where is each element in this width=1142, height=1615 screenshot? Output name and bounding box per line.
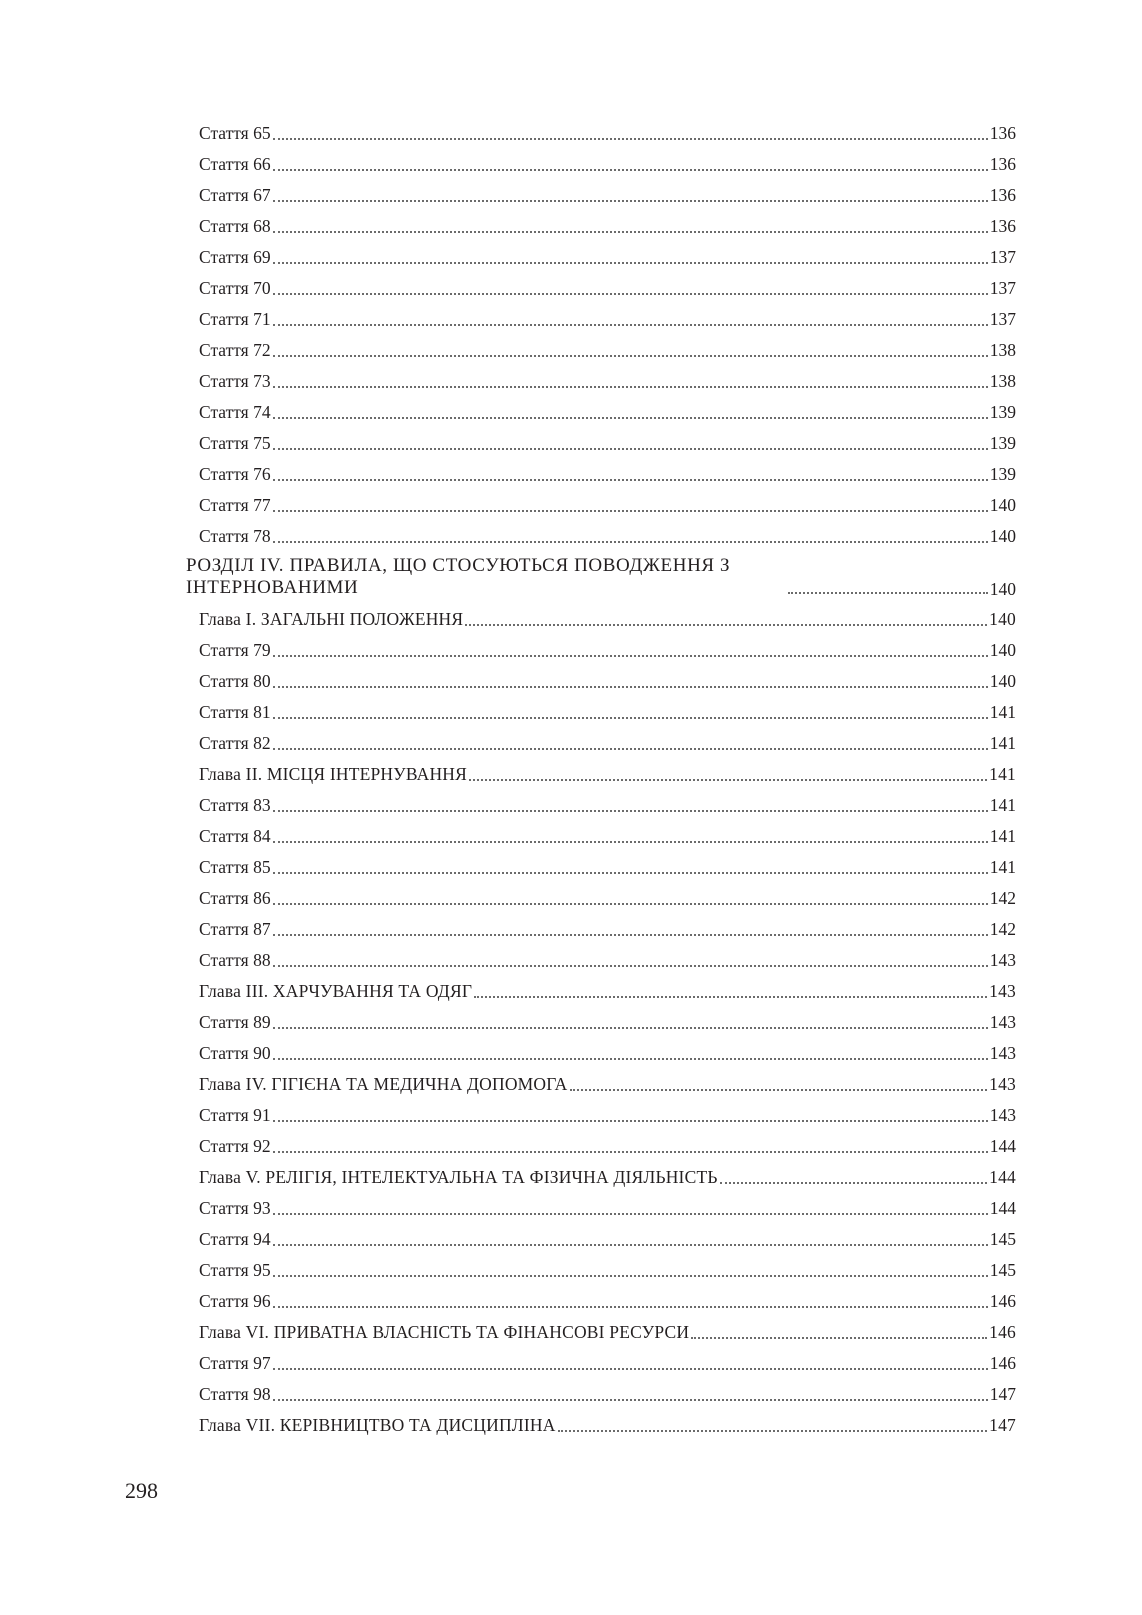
toc-entry-page: 146: [989, 1291, 1016, 1311]
toc-entry-page: 140: [989, 671, 1016, 691]
toc-chapter-entry[interactable]: [186, 1157, 1016, 1188]
dot-leader: [273, 262, 988, 264]
dot-leader: [273, 1151, 988, 1153]
toc-article-entry[interactable]: [186, 1095, 1016, 1126]
toc-entry-label: Стаття 91: [199, 1105, 271, 1125]
toc-section-heading[interactable]: [186, 547, 1016, 599]
toc-entry-page: 137: [989, 247, 1016, 267]
toc-article-entry[interactable]: [186, 485, 1016, 516]
toc-entry-page: 142: [989, 888, 1016, 908]
toc-entry-label: Стаття 94: [199, 1229, 271, 1249]
toc-entry-label: Стаття 93: [199, 1198, 271, 1218]
toc-entry-label: Стаття 67: [199, 185, 271, 205]
dot-leader: [273, 1399, 988, 1401]
toc-entry-page: 139: [989, 433, 1016, 453]
dot-leader: [273, 417, 988, 419]
toc-article-entry[interactable]: [186, 1002, 1016, 1033]
toc-article-entry[interactable]: [186, 1219, 1016, 1250]
toc-entry-label: Глава VII. КЕРІВНИЦТВО ТА ДИСЦИПЛІНА: [199, 1415, 556, 1435]
toc-entry-page: 140: [989, 495, 1016, 515]
toc-entry-page: 146: [989, 1322, 1016, 1342]
toc-entry-label: Стаття 73: [199, 371, 271, 391]
dot-leader: [273, 686, 988, 688]
dot-leader: [273, 355, 988, 357]
toc-entry-label: Стаття 81: [199, 702, 271, 722]
toc-entry-label: Стаття 71: [199, 309, 271, 329]
toc-entry-page: 141: [989, 764, 1016, 784]
dot-leader: [273, 510, 988, 512]
toc-section-label: РОЗДІЛ IV. ПРАВИЛА, ЩО СТОСУЮТЬСЯ ПОВОДЖЕННЯ З ІНТЕРНОВАНИМИ: [186, 555, 731, 599]
toc-article-entry[interactable]: [186, 423, 1016, 454]
toc-article-entry[interactable]: [186, 816, 1016, 847]
toc-entry-label: Стаття 95: [199, 1260, 271, 1280]
toc-entry-page: 139: [989, 402, 1016, 422]
dot-leader: [273, 231, 988, 233]
dot-leader: [788, 592, 988, 594]
toc-chapter-entry[interactable]: [186, 754, 1016, 785]
toc-article-entry[interactable]: [186, 299, 1016, 330]
toc-entry-page: 144: [989, 1136, 1016, 1156]
toc-entry-page: 142: [989, 919, 1016, 939]
toc-entry-page: 143: [989, 981, 1016, 1001]
toc-chapter-entry[interactable]: [186, 599, 1016, 630]
toc-article-entry[interactable]: [186, 1343, 1016, 1374]
toc-group-section-iv: [186, 599, 1016, 1436]
toc-entry-label: Стаття 79: [199, 640, 271, 660]
toc-entry-label: Стаття 69: [199, 247, 271, 267]
toc-entry-page: 143: [989, 1105, 1016, 1125]
toc-entry-label: Стаття 70: [199, 278, 271, 298]
toc-entry-page: 143: [989, 1074, 1016, 1094]
toc-entry-page: 140: [989, 640, 1016, 660]
dot-leader: [273, 448, 988, 450]
toc-article-entry[interactable]: [186, 1126, 1016, 1157]
toc-article-entry[interactable]: [186, 940, 1016, 971]
toc-article-entry[interactable]: [186, 785, 1016, 816]
toc-entry-label: Глава I. ЗАГАЛЬНІ ПОЛОЖЕННЯ: [199, 609, 464, 629]
page-number: 298: [125, 1478, 158, 1503]
toc-article-entry[interactable]: [186, 516, 1016, 547]
dot-leader: [273, 324, 988, 326]
toc-entry-label: Стаття 75: [199, 433, 271, 453]
toc-article-entry[interactable]: [186, 1374, 1016, 1405]
toc-entry-page: 141: [989, 733, 1016, 753]
dot-leader: [691, 1337, 987, 1339]
dot-leader: [273, 138, 988, 140]
toc-article-entry[interactable]: [186, 692, 1016, 723]
toc-entry-page: 143: [989, 950, 1016, 970]
toc-entry-label: Стаття 77: [199, 495, 271, 515]
toc-article-entry[interactable]: [186, 723, 1016, 754]
toc-article-entry[interactable]: [186, 144, 1016, 175]
dot-leader: [273, 1368, 988, 1370]
toc-entry-label: Стаття 90: [199, 1043, 271, 1063]
toc-article-entry[interactable]: [186, 909, 1016, 940]
toc-chapter-entry[interactable]: [186, 1405, 1016, 1436]
toc-entry-page: 141: [989, 826, 1016, 846]
toc-entry-label: Стаття 85: [199, 857, 271, 877]
dot-leader: [273, 1275, 988, 1277]
dot-leader: [273, 903, 988, 905]
toc-entry-page: 144: [989, 1198, 1016, 1218]
toc-entry-page: 136: [989, 154, 1016, 174]
toc-entry-label: Стаття 82: [199, 733, 271, 753]
toc-article-entry[interactable]: [186, 237, 1016, 268]
dot-leader: [465, 624, 987, 626]
toc-section-page: 140: [989, 578, 1016, 599]
toc-entry-page: 136: [989, 185, 1016, 205]
toc-entry-label: Стаття 89: [199, 1012, 271, 1032]
toc-entry-label: Стаття 86: [199, 888, 271, 908]
toc-article-entry[interactable]: [186, 1033, 1016, 1064]
toc-article-entry[interactable]: [186, 661, 1016, 692]
toc-entry-page: 141: [989, 795, 1016, 815]
toc-article-entry[interactable]: [186, 268, 1016, 299]
dot-leader: [273, 386, 988, 388]
toc-article-entry[interactable]: [186, 454, 1016, 485]
dot-leader: [273, 934, 988, 936]
toc-chapter-entry[interactable]: [186, 971, 1016, 1002]
dot-leader: [273, 1244, 988, 1246]
toc-entry-label: Стаття 97: [199, 1353, 271, 1373]
dot-leader: [273, 1058, 988, 1060]
toc-entry-page: 143: [989, 1043, 1016, 1063]
table-of-contents: [186, 113, 1016, 1436]
toc-entry-label: Стаття 80: [199, 671, 271, 691]
toc-entry-page: 136: [989, 216, 1016, 236]
dot-leader: [273, 479, 988, 481]
dot-leader: [273, 1120, 988, 1122]
dot-leader: [273, 1306, 988, 1308]
toc-article-entry[interactable]: [186, 1281, 1016, 1312]
toc-entry-label: Стаття 84: [199, 826, 271, 846]
toc-entry-page: 141: [989, 857, 1016, 877]
toc-entry-page: 140: [989, 526, 1016, 546]
toc-entry-page: 138: [989, 371, 1016, 391]
dot-leader: [720, 1182, 988, 1184]
dot-leader: [273, 1027, 988, 1029]
dot-leader: [273, 810, 988, 812]
toc-entry-page: 139: [989, 464, 1016, 484]
toc-article-entry[interactable]: [186, 206, 1016, 237]
toc-entry-label: Стаття 83: [199, 795, 271, 815]
toc-entry-page: 145: [989, 1260, 1016, 1280]
dot-leader: [273, 717, 988, 719]
dot-leader: [558, 1430, 988, 1432]
dot-leader: [273, 169, 988, 171]
toc-entry-label: Глава VI. ПРИВАТНА ВЛАСНІСТЬ ТА ФІНАНСОВІ РЕСУРСИ: [199, 1322, 690, 1342]
toc-entry-page: 143: [989, 1012, 1016, 1032]
toc-article-entry[interactable]: [186, 1250, 1016, 1281]
toc-entry-label: Стаття 76: [199, 464, 271, 484]
toc-entry-label: Стаття 74: [199, 402, 271, 422]
toc-entry-label: Стаття 68: [199, 216, 271, 236]
toc-entry-page: 137: [989, 278, 1016, 298]
dot-leader: [474, 996, 987, 998]
dot-leader: [273, 872, 988, 874]
toc-article-entry[interactable]: [186, 330, 1016, 361]
toc-article-entry[interactable]: [186, 847, 1016, 878]
toc-entry-page: 147: [989, 1415, 1016, 1435]
toc-entry-page: 138: [989, 340, 1016, 360]
toc-entry-page: 141: [989, 702, 1016, 722]
toc-article-entry[interactable]: [186, 878, 1016, 909]
toc-entry-page: 144: [989, 1167, 1016, 1187]
toc-article-entry[interactable]: [186, 1188, 1016, 1219]
toc-entry-label: Стаття 78: [199, 526, 271, 546]
toc-article-entry[interactable]: [186, 361, 1016, 392]
toc-entry-label: Стаття 66: [199, 154, 271, 174]
toc-chapter-entry[interactable]: [186, 1312, 1016, 1343]
toc-entry-label: Стаття 72: [199, 340, 271, 360]
dot-leader: [273, 965, 988, 967]
toc-entry-page: 137: [989, 309, 1016, 329]
toc-article-entry[interactable]: [186, 175, 1016, 206]
toc-entry-label: Глава IV. ГІГІЄНА ТА МЕДИЧНА ДОПОМОГА: [199, 1074, 568, 1094]
dot-leader: [273, 1213, 988, 1215]
dot-leader: [273, 293, 988, 295]
dot-leader: [273, 655, 988, 657]
toc-entry-label: Стаття 65: [199, 123, 271, 143]
toc-entry-page: 147: [989, 1384, 1016, 1404]
toc-entry-label: Стаття 87: [199, 919, 271, 939]
toc-entry-page: 146: [989, 1353, 1016, 1373]
toc-entry-label: Стаття 98: [199, 1384, 271, 1404]
dot-leader: [469, 779, 987, 781]
toc-entry-page: 140: [989, 609, 1016, 629]
toc-group-articles-65-78: [186, 113, 1016, 547]
toc-entry-label: Стаття 88: [199, 950, 271, 970]
toc-entry-label: Глава III. ХАРЧУВАННЯ ТА ОДЯГ: [199, 981, 473, 1001]
toc-article-entry[interactable]: [186, 392, 1016, 423]
dot-leader: [273, 200, 988, 202]
toc-article-entry[interactable]: [186, 630, 1016, 661]
toc-entry-label: Глава V. РЕЛІГІЯ, ІНТЕЛЕКТУАЛЬНА ТА ФІЗИЧНА ДІЯЛЬНІСТЬ: [199, 1167, 718, 1187]
toc-entry-label: Глава II. МІСЦЯ ІНТЕРНУВАННЯ: [199, 764, 467, 784]
dot-leader: [273, 748, 988, 750]
toc-entry-label: Стаття 92: [199, 1136, 271, 1156]
dot-leader: [273, 541, 988, 543]
toc-article-entry[interactable]: [186, 113, 1016, 144]
toc-chapter-entry[interactable]: [186, 1064, 1016, 1095]
toc-entry-page: 145: [989, 1229, 1016, 1249]
dot-leader: [570, 1089, 988, 1091]
toc-entry-page: 136: [989, 123, 1016, 143]
toc-entry-label: Стаття 96: [199, 1291, 271, 1311]
dot-leader: [273, 841, 988, 843]
